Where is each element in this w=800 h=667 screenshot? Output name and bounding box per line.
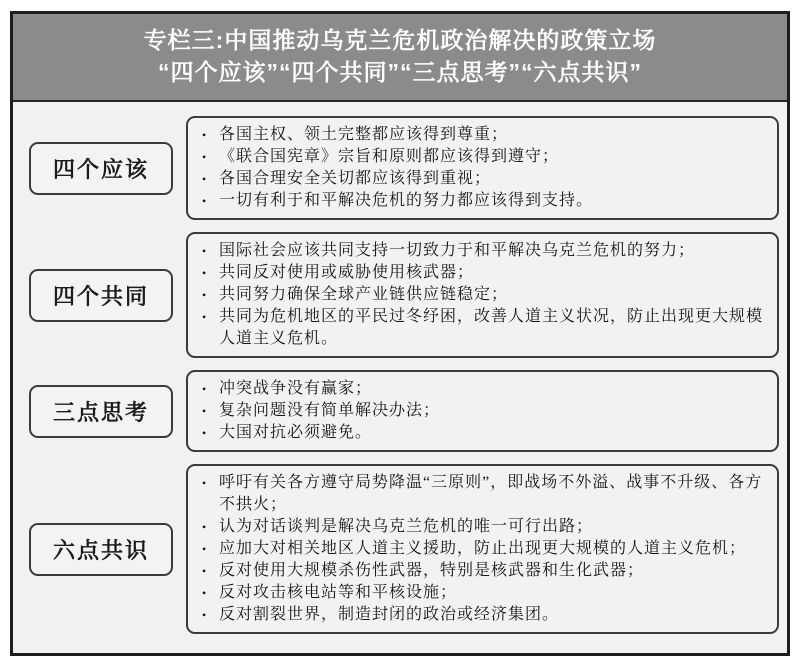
bullet-icon: • [202,288,208,302]
sections-container [13,102,787,644]
bullet-text: 复杂问题没有简单解决办法； [219,402,441,419]
bullet-text: 呼吁有关各方遵守局势降温“三原则”，即战场不外溢、战事不升级、各方不拱火； [219,474,763,513]
bullet-item [200,306,765,350]
bullet-list [200,124,765,212]
bullet-item [200,472,765,516]
bullet-icon: • [202,404,208,418]
bullet-icon: • [202,244,208,258]
section-row-4 [21,464,779,634]
bullet-icon: • [202,426,208,440]
bullet-item [200,400,765,422]
bullet-text: 各国合理安全关切都应该得到重视； [219,170,492,187]
bullet-icon: • [202,520,208,534]
bullet-item [200,240,765,262]
bullet-text: 反对使用大规模杀伤性武器，特别是核武器和生化武器； [219,562,645,579]
policy-panel [10,11,790,656]
bullet-item [200,190,765,212]
section-label: 四个应该 [29,142,173,195]
bullet-list [200,378,765,444]
bullet-icon: • [202,382,208,396]
bullet-icon: • [202,150,208,164]
bullet-text: 各国主权、领土完整都应该得到尊重； [219,126,509,143]
bullet-item [200,168,765,190]
bullet-item [200,284,765,306]
bullet-item [200,560,765,582]
bullet-item [200,516,765,538]
bullet-text: 国际社会应该共同支持一切致力于和平解决乌克兰危机的努力； [219,242,696,259]
bullet-item [200,262,765,284]
bullet-text: 冲突战争没有赢家； [219,380,373,397]
header-band [13,14,787,102]
bullet-text: 应加大对相关地区人道主义援助，防止出现更大规模的人道主义危机； [219,540,747,557]
bullet-text: 认为对话谈判是解决乌克兰危机的唯一可行出路； [219,518,594,535]
bullet-item [200,582,765,604]
section-row-3 [21,370,779,452]
bullet-icon: • [202,194,208,208]
section-label: 三点思考 [29,385,173,438]
bullet-text: 《联合国宪章》宗旨和原则都应该得到遵守； [219,148,560,165]
bullet-icon: • [202,310,208,324]
section-content-box [186,232,779,358]
bullet-item [200,124,765,146]
label-cell [21,385,186,438]
bullet-icon: • [202,172,208,186]
section-content-box [186,464,779,634]
section-row-2 [21,232,779,358]
bullet-item [200,422,765,444]
bullet-icon: • [202,542,208,556]
bullet-text: 共同努力确保全球产业链供应链稳定； [219,286,509,303]
bullet-text: 反对割裂世界，制造封闭的政治或经济集团。 [219,606,560,623]
bullet-text: 大国对抗必须避免。 [219,424,373,441]
label-cell [21,523,186,576]
bullet-item [200,538,765,560]
label-cell [21,269,186,322]
bullet-icon: • [202,476,208,490]
bullet-icon: • [202,266,208,280]
bullet-text: 一切有利于和平解决危机的努力都应该得到支持。 [219,192,594,209]
panel-title-line-1: 专栏三:中国推动乌克兰危机政治解决的政策立场 [143,27,657,53]
bullet-icon: • [202,586,208,600]
panel-title-line-2: “四个应该”“四个共同”“三点思考”“六点共识” [158,59,642,85]
bullet-icon: • [202,564,208,578]
section-content-box [186,370,779,452]
bullet-text: 共同反对使用或威胁使用核武器； [219,264,475,281]
bullet-item [200,378,765,400]
bullet-list [200,472,765,626]
section-content-box [186,116,779,220]
section-row-1 [21,116,779,220]
section-label: 六点共识 [29,523,173,576]
bullet-text: 反对攻击核电站等和平核设施； [219,584,458,601]
bullet-icon: • [202,608,208,622]
section-label: 四个共同 [29,269,173,322]
bullet-icon: • [202,128,208,142]
bullet-list [200,240,765,350]
label-cell [21,142,186,195]
bullet-text: 共同为危机地区的平民过冬纾困，改善人道主义状况，防止出现更大规模人道主义危机。 [219,308,764,347]
bullet-item [200,604,765,626]
bullet-item [200,146,765,168]
